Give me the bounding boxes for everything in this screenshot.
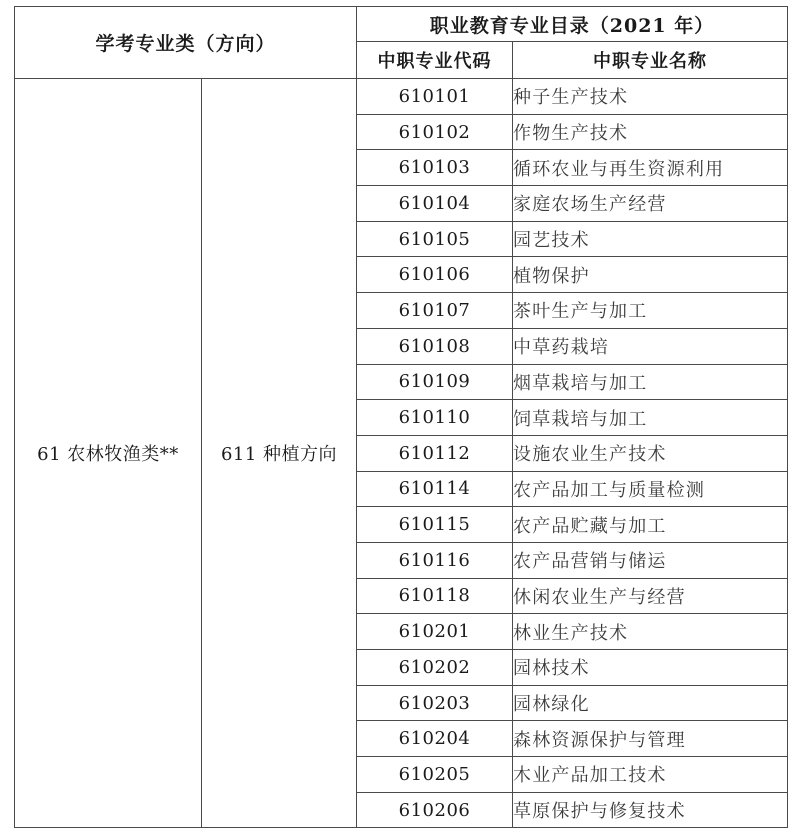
cell-major-name: 烟草栽培与加工 xyxy=(513,364,788,400)
cell-major-code: 610203 xyxy=(357,685,513,721)
cell-major-name: 园林技术 xyxy=(513,650,788,686)
cell-major-code: 610115 xyxy=(357,507,513,543)
cell-major-code: 610114 xyxy=(357,471,513,507)
cell-major-name: 园林绿化 xyxy=(513,685,788,721)
table-header xyxy=(15,7,788,79)
cell-major-name: 林业生产技术 xyxy=(513,614,788,650)
cell-major-name: 农产品加工与质量检测 xyxy=(513,471,788,507)
header-major-code: 中职专业代码 xyxy=(357,42,513,79)
cell-major-code: 610116 xyxy=(357,542,513,578)
cell-major-name: 循环农业与再生资源利用 xyxy=(513,150,788,186)
cell-major-name: 草原保护与修复技术 xyxy=(513,792,788,828)
cell-major-name: 休闲农业生产与经营 xyxy=(513,578,788,614)
cell-major-code: 610202 xyxy=(357,650,513,686)
cell-major-code: 610106 xyxy=(357,257,513,293)
cell-category xyxy=(15,79,202,828)
cell-major-name: 农产品营销与储运 xyxy=(513,542,788,578)
header-category: 学考专业类（方向） xyxy=(15,7,357,79)
category-label: 61 农林牧渔类** xyxy=(37,444,179,466)
cell-major-code: 610205 xyxy=(357,757,513,793)
cell-major-code: 610104 xyxy=(357,186,513,222)
cell-major-name: 饲草栽培与加工 xyxy=(513,400,788,436)
table-row xyxy=(15,79,788,115)
cell-major-name: 木业产品加工技术 xyxy=(513,757,788,793)
cell-major-code: 610101 xyxy=(357,79,513,115)
cell-major-code: 610103 xyxy=(357,150,513,186)
cell-major-name: 园艺技术 xyxy=(513,221,788,257)
direction-label: 611 种植方向 xyxy=(220,444,338,466)
cell-direction xyxy=(202,79,357,828)
header-row-top xyxy=(15,7,788,42)
cell-major-code: 610118 xyxy=(357,578,513,614)
cell-major-code: 610102 xyxy=(357,114,513,150)
cell-major-code: 610112 xyxy=(357,435,513,471)
cell-major-code: 610108 xyxy=(357,328,513,364)
cell-major-code: 610107 xyxy=(357,293,513,329)
cell-major-name: 植物保护 xyxy=(513,257,788,293)
cell-major-code: 610109 xyxy=(357,364,513,400)
cell-major-name: 种子生产技术 xyxy=(513,79,788,115)
cell-major-name: 设施农业生产技术 xyxy=(513,435,788,471)
table-body xyxy=(15,79,788,828)
cell-major-code: 610105 xyxy=(357,221,513,257)
cell-major-code: 610201 xyxy=(357,614,513,650)
cell-major-code: 610204 xyxy=(357,721,513,757)
major-catalog-table xyxy=(14,6,788,828)
cell-major-name: 作物生产技术 xyxy=(513,114,788,150)
cell-major-name: 森林资源保护与管理 xyxy=(513,721,788,757)
header-catalog: 职业教育专业目录（2021 年） xyxy=(357,7,788,42)
cell-major-name: 农产品贮藏与加工 xyxy=(513,507,788,543)
cell-major-name: 中草药栽培 xyxy=(513,328,788,364)
header-major-name: 中职专业名称 xyxy=(513,42,788,79)
cell-major-name: 家庭农场生产经营 xyxy=(513,186,788,222)
cell-major-code: 610110 xyxy=(357,400,513,436)
cell-major-code: 610206 xyxy=(357,792,513,828)
cell-major-name: 茶叶生产与加工 xyxy=(513,293,788,329)
